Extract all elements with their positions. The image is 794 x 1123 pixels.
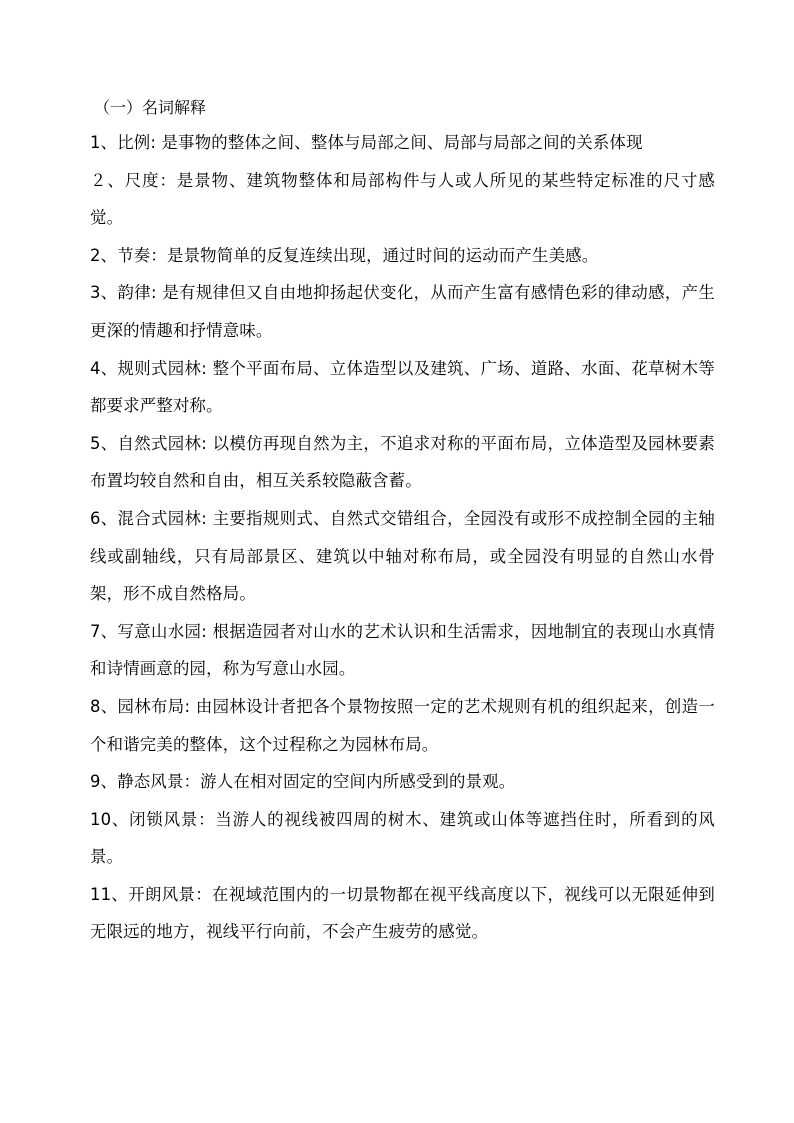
definition-entry-9: 8、园林布局: 由园林设计者把各个景物按照一定的艺术规则有机的组织起来，创造一个和谐完美的整体，这个过程称之为园林布局。 (90, 696, 715, 754)
definition-entry-2: ２、尺度：是景物、建筑物整体和局部构件与人或人所见的某些特定标准的尺寸感觉。 (90, 170, 715, 228)
definition-entry-4: 3、韵律: 是有规律但又自由地抑扬起伏变化，从而产生富有感情色彩的律动感，产生更深的情趣和抒情意味。 (90, 283, 715, 340)
definition-entry-3: 2、节奏：是景物简单的反复连续出现，通过时间的运动而产生美感。 (90, 245, 599, 265)
definition-entry-5: 4、规则式园林: 整个平面布局、立体造型以及建筑、广场、道路、水面、花草树木等都要求严整对称。 (90, 358, 715, 416)
definition-entry-8: 7、写意山水园: 根据造园者对山水的艺术认识和生活需求，因地制宜的表现山水真情和诗情画意的园，称为写意山水园。 (90, 621, 715, 679)
definition-entry-7: 6、混合式园林: 主要指规则式、自然式交错组合，全园没有或形不成控制全园的主轴线或副轴线，只有局部景区、建筑以中轴对称布局，或全园没有明显的自然山水骨架，形不成自然格局。 (90, 508, 715, 604)
definition-entry-10: 9、静态风景：游人在相对固定的空间内所感受到的景观。 (90, 772, 516, 792)
document-body (90, 92, 715, 951)
definition-entry-12: 11、开朗风景：在视域范围内的一切景物都在视平线高度以下，视线可以无限延伸到无限远的地方，视线平行向前，不会产生疲劳的感觉。 (90, 884, 715, 942)
definition-entry-11: 10、闭锁风景：当游人的视线被四周的树木、建筑或山体等遮挡住时，所看到的风景。 (90, 809, 715, 867)
definition-entry-1: 1、比例: 是事物的整体之间、整体与局部之间、局部与局部之间的关系体现 (90, 133, 643, 152)
definition-entry-6: 5、自然式园林: 以模仿再现自然为主，不追求对称的平面布局，立体造型及园林要素布置均较自然和自由，相互关系较隐蔽含蓄。 (90, 433, 715, 491)
section-heading: （一）名词解释 (94, 98, 207, 117)
